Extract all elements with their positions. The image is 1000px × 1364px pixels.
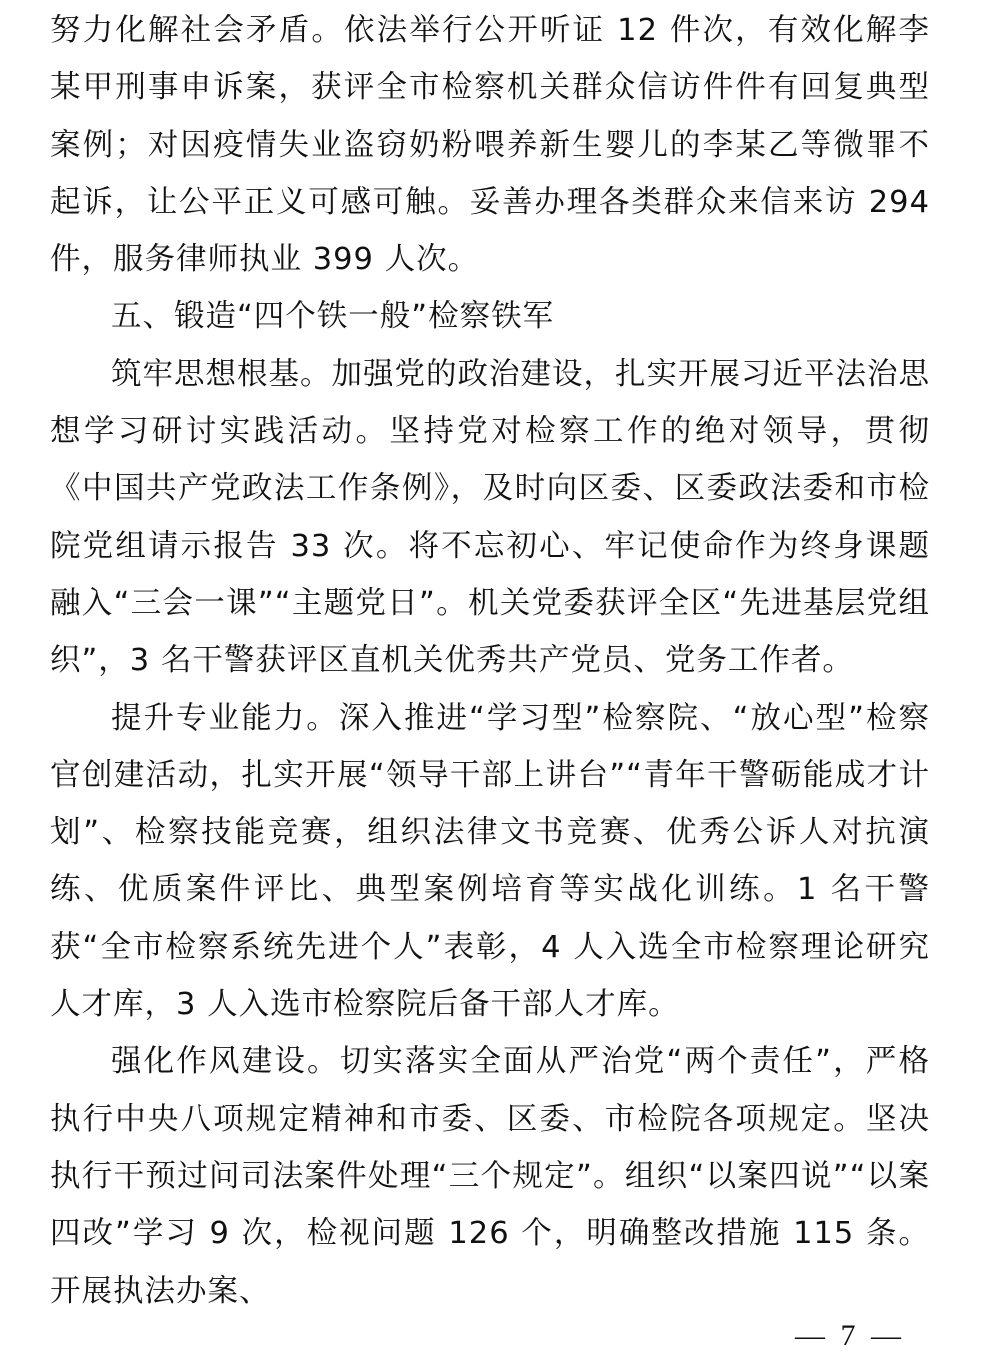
paragraph-social-conflict: 努力化解社会矛盾。依法举行公开听证 12 件次，有效化解李某甲刑事申诉案，获评全市检察机关群众信访件件有回复典型案例；对因疫情失业盗窃奶粉喂养新生婴儿的李某乙等微罪不起诉，让公平正义可感可触。妥善办理各类群众来信来访 294 件，服务律师执业 399 人次。 — [50, 13, 930, 278]
paragraph-work-style: 强化作风建设。切实落实全面从严治党“两个责任”，严格执行中央八项规定精神和市委、区委、市检院各项规定。坚决执行干预过问司法案件处理“三个规定”。组织“以案四说”“以案四改”学习 9 次，检视问题 126 个，明确整改措施 115 条。开展执法办案、 — [50, 1044, 930, 1309]
document-body — [50, 2, 930, 1320]
page-number: — 7 — — [795, 1319, 905, 1352]
paragraph-professional-ability: 提升专业能力。深入推进“学习型”检察院、“放心型”检察官创建活动，扎实开展“领导干部上讲台”“青年干警砺能成才计划”、检察技能竞赛，组织法律文书竞赛、优秀公诉人对抗演练、优质案件评比、典型案例培育等实战化训练。1 名干警获“全市检察系统先进个人”表彰，4 人入选全市检察理论研究人才库，3 人入选市检察院后备干部人才库。 — [50, 700, 930, 1023]
section-heading-five: 五、锻造“四个铁一般”检察铁军 — [111, 299, 555, 335]
paragraph-ideological-foundation: 筑牢思想根基。加强党的政治建设，扎实开展习近平法治思想学习研讨实践活动。坚持党对检察工作的绝对领导，贯彻《中国共产党政法工作条例》，及时向区委、区委政法委和市检院党组请示报告 33 次。将不忘初心、牢记使命作为终身课题融入“三会一课”“主题党日”。机关党委获评全区“先进基层党组织”，3 名干警获评区直机关优秀共产党员、党务工作者。 — [50, 356, 930, 679]
